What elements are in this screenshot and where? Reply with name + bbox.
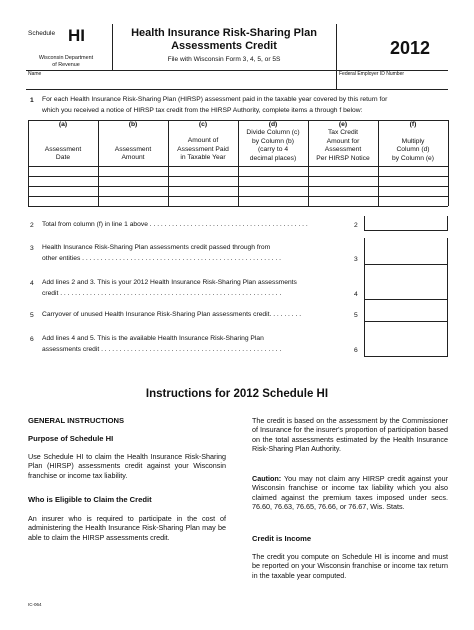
name-fein-divider	[336, 70, 337, 89]
table-cell-input[interactable]	[239, 197, 308, 206]
line-6-text-2: assessments credit . . . . . . . . . . . . . . . . . . . . . . . . . . . . . . . . . . . . . . . . . . . . . . . . .	[42, 346, 282, 353]
col-f-line: Multiply	[401, 137, 425, 145]
table-cell-input[interactable]	[99, 177, 168, 186]
line-4-text-2: credit . . . . . . . . . . . . . . . . . . . . . . . . . . . . . . . . . . . . . . . . . . . . . . . . . . . . . . . . . . . .	[42, 290, 282, 297]
line-4-text-1: Add lines 2 and 3. This is your 2012 Health Insurance Risk-Sharing Plan assessments	[42, 279, 297, 286]
col-d-line: by Column (b)	[252, 137, 294, 145]
line-3-text-1: Health Insurance Risk-Sharing Plan assessments credit passed through from	[42, 244, 271, 251]
table-cell-input[interactable]	[239, 187, 308, 196]
purpose-heading: Purpose of Schedule HI	[28, 434, 114, 443]
header-divider-right	[336, 24, 337, 70]
table-cell-input[interactable]	[99, 197, 168, 206]
line-3-text-2: other entities . . . . . . . . . . . . . . . . . . . . . . . . . . . . . . . . . . . . . . . . . . . . . . . . . . . . . .	[42, 255, 281, 262]
table-cell-input[interactable]	[379, 167, 448, 176]
col-e-line: Amount for	[326, 137, 360, 145]
table-cell-input[interactable]	[379, 187, 448, 196]
instructions-title: Instructions for 2012 Schedule HI	[145, 388, 329, 400]
col-b-line: Assessment	[114, 145, 152, 153]
line-5-number: 5	[30, 312, 34, 319]
credit-basis-text: The credit is based on the assessment by the Commissioner of Insurance for the insurer's proportion of participation based on the total assessments estimated by the Health Insurance Risk-Sharing Plan Authority.	[252, 416, 448, 454]
caution-label: Caution:	[252, 474, 282, 483]
agency-line-2: of Revenue	[52, 62, 80, 68]
line-3-number: 3	[30, 245, 34, 252]
col-b-header	[98, 121, 168, 163]
name-label: Name	[28, 71, 42, 77]
credit-income-heading: Credit is Income	[252, 534, 312, 543]
line-2-box-number: 2	[354, 222, 358, 229]
table-cell-input[interactable]	[29, 177, 98, 186]
table-cell-input[interactable]	[169, 187, 238, 196]
table-cell-input[interactable]	[309, 187, 378, 196]
line-5-box-number: 5	[354, 312, 358, 319]
line-4-amount-box[interactable]	[364, 265, 448, 300]
agency-line-1: Wisconsin Department	[38, 55, 94, 61]
eligibility-heading: Who is Eligible to Claim the Credit	[28, 495, 152, 504]
caution-paragraph	[252, 474, 448, 511]
caution-text: You may not claim any HIRSP credit against your Wisconsin franchise or income tax liability which you also claimed against the premium taxes imposed under secs. 76.60, 76.63, 76.65, 76.66, or 76.67, Wis. Stats.	[252, 474, 448, 512]
line-6-amount-box[interactable]	[364, 322, 448, 357]
col-d-line: (carry to 4	[257, 146, 289, 154]
credit-income-text: The credit you compute on Schedule HI is income and must be reported on your Wisconsin franchise or income tax return in the taxable year computed.	[252, 552, 448, 580]
col-d-letter: (d)	[268, 121, 278, 128]
col-e-line: Per HIRSP Notice	[316, 154, 370, 162]
table-cell-input[interactable]	[309, 197, 378, 206]
line-4-box-number: 4	[354, 291, 358, 298]
line-1-number: 1	[30, 97, 34, 104]
col-e-line: Assessment	[324, 146, 362, 154]
col-c-header	[168, 121, 238, 163]
line-3-amount-box[interactable]	[364, 238, 448, 265]
general-instructions-heading: GENERAL INSTRUCTIONS	[28, 416, 125, 425]
line-2-text: Total from column (f) in line 1 above . . . . . . . . . . . . . . . . . . . . . . . . . . . . . . . . . . . . . . . . . . .	[42, 221, 308, 228]
line-2-amount-box[interactable]	[364, 216, 448, 231]
table-cell-input[interactable]	[379, 177, 448, 186]
col-d-header	[238, 121, 308, 163]
table-cell-input[interactable]	[379, 197, 448, 206]
table-cell-input[interactable]	[29, 197, 98, 206]
line-2-number: 2	[30, 222, 34, 229]
table-col-border	[448, 120, 449, 206]
col-f-line: by Column (e)	[392, 154, 434, 162]
line-5-amount-box[interactable]	[364, 300, 448, 322]
fein-label: Federal Employer ID Number	[339, 71, 405, 77]
line-6-number: 6	[30, 336, 34, 343]
schedule-label: Schedule	[28, 30, 56, 37]
table-cell-input[interactable]	[169, 177, 238, 186]
tax-year: 2012	[390, 38, 431, 58]
table-cell-input[interactable]	[309, 167, 378, 176]
table-row-rule	[28, 206, 448, 207]
col-d-line: decimal places)	[249, 154, 297, 162]
col-b-letter: (b)	[128, 121, 138, 128]
col-a-line: Date	[55, 154, 71, 162]
line-6-box-number: 6	[354, 347, 358, 354]
col-e-letter: (e)	[338, 121, 348, 128]
purpose-text: Use Schedule HI to claim the Health Insurance Risk-Sharing Plan (HIRSP) assessments credit against your Wisconsin franchise or income tax liability.	[28, 452, 226, 480]
col-b-line: Amount	[121, 154, 145, 162]
table-cell-input[interactable]	[99, 167, 168, 176]
table-cell-input[interactable]	[239, 167, 308, 176]
col-a-header	[28, 121, 98, 163]
file-with-note: File with Wisconsin Form 3, 4, 5, or 5S	[167, 56, 281, 63]
table-cell-input[interactable]	[99, 187, 168, 196]
table-cell-input[interactable]	[169, 197, 238, 206]
line-1-text-1: For each Health Insurance Risk-Sharing Plan (HIRSP) assessment paid in the taxable year covered by this return for	[42, 96, 388, 103]
form-title-line-1: Health Insurance Risk-Sharing Plan	[131, 27, 317, 39]
col-d-line: Divide Column (c)	[246, 129, 300, 137]
line-5-text: Carryover of unused Health Insurance Risk-Sharing Plan assessments credit. . . . . . . . .	[42, 311, 302, 318]
col-e-line: Tax Credit	[327, 129, 359, 137]
col-c-letter: (c)	[198, 121, 208, 128]
line-3-box-number: 3	[354, 256, 358, 263]
form-code: IC-064	[28, 602, 42, 607]
line-4-number: 4	[30, 280, 34, 287]
col-f-line	[378, 129, 448, 137]
table-cell-input[interactable]	[169, 167, 238, 176]
col-a-letter: (a)	[58, 121, 68, 128]
table-cell-input[interactable]	[29, 167, 98, 176]
col-f-header	[378, 121, 448, 163]
line-6-text-1: Add lines 4 and 5. This is the available Health Insurance Risk-Sharing Plan	[42, 335, 264, 342]
table-cell-input[interactable]	[29, 187, 98, 196]
col-f-letter: (f)	[409, 121, 417, 128]
table-cell-input[interactable]	[239, 177, 308, 186]
table-cell-input[interactable]	[309, 177, 378, 186]
col-c-line: in Taxable Year	[180, 154, 226, 162]
schedule-code: HI	[68, 26, 85, 45]
col-a-line	[28, 129, 98, 137]
col-e-header	[308, 121, 378, 163]
col-c-line: Assessment Paid	[177, 145, 229, 153]
name-bottom-rule	[26, 89, 448, 90]
line-1-text-2: which you received a notice of HIRSP tax credit from the HIRSP Authority, complete items a through f below:	[42, 107, 363, 114]
col-f-line: Column (d)	[396, 146, 430, 154]
col-b-line	[98, 129, 168, 137]
col-c-line: Amount of	[187, 137, 219, 145]
col-a-line: Assessment	[44, 145, 82, 153]
form-title-line-2: Assessments Credit	[171, 40, 277, 52]
eligibility-text: An insurer who is required to participate in the cost of administering the Health Insurance Risk-Sharing Plan may be able to claim the HIRSP assessments credit.	[28, 514, 226, 542]
